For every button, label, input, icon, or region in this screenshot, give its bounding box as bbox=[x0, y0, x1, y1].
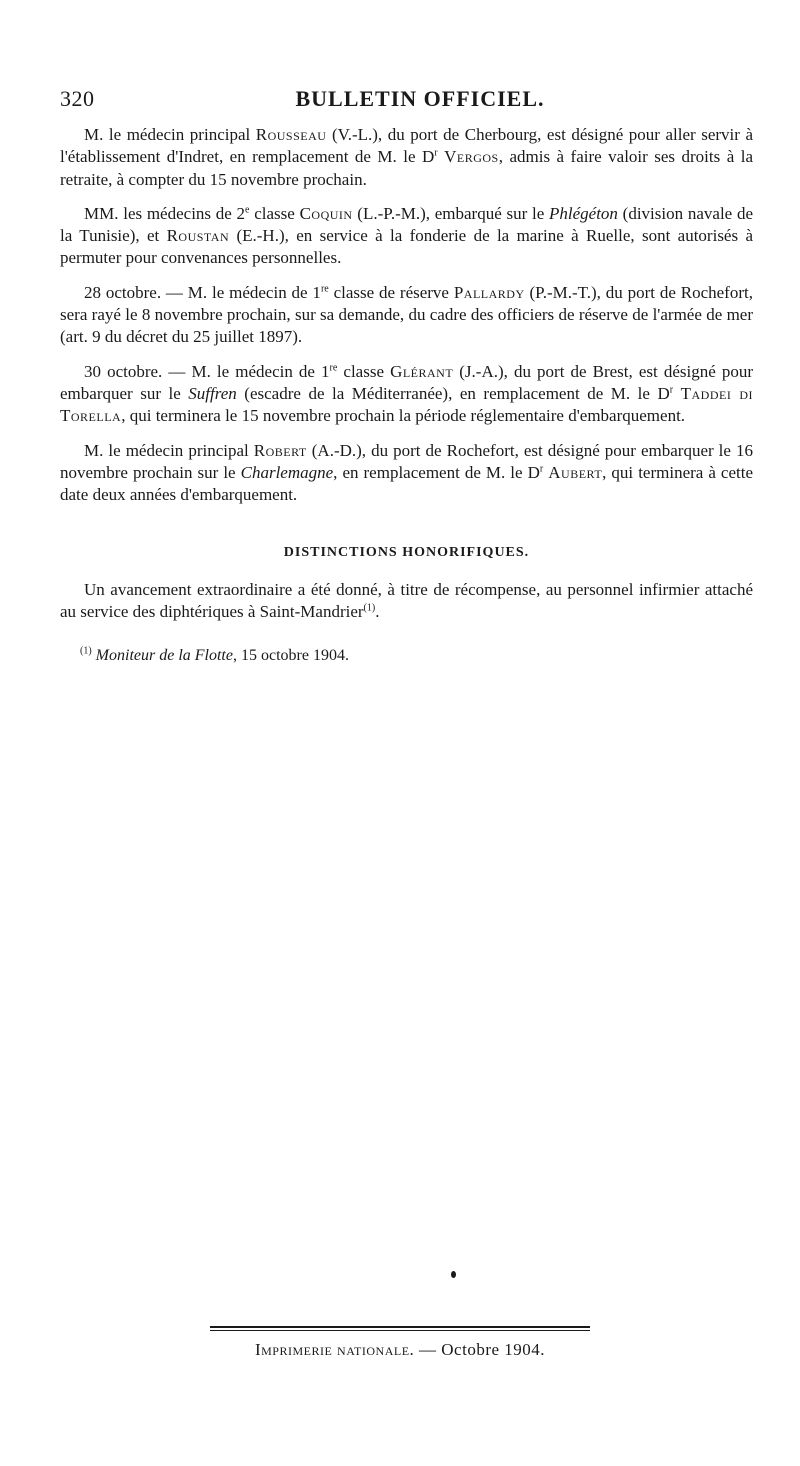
colophon-rule-thin bbox=[210, 1330, 590, 1331]
text-run: (division navale de la Tunisie), et bbox=[60, 203, 753, 246]
text-run: classe de réserve bbox=[328, 282, 454, 302]
person-name: Vergos bbox=[444, 147, 499, 167]
imprint bbox=[210, 1340, 590, 1360]
superscript: e bbox=[245, 204, 250, 216]
footnote-date: , 15 octobre 1904. bbox=[232, 647, 349, 665]
printer-name: Imprimerie nationale. bbox=[254, 1340, 415, 1359]
text-run bbox=[673, 384, 681, 403]
ship-name: Phlégéton bbox=[549, 203, 618, 223]
text-run: M. le médecin principal bbox=[84, 125, 256, 144]
person-name: Coquin bbox=[299, 203, 353, 223]
text-run: (P.-M.-T.), du port de Rochefort, sera rayé le 8 novembre prochain, sur sa demande, du cadre des officiers de réserve de l'armée de mer (art. 9 du décret du 25 juillet 1897). bbox=[60, 282, 753, 347]
paragraph-coquin-roustan bbox=[60, 203, 753, 270]
superscript: re bbox=[329, 362, 338, 374]
person-name: Pallardy bbox=[453, 282, 525, 302]
text-run: classe bbox=[337, 361, 391, 381]
ship-name: Charlemagne bbox=[240, 462, 334, 482]
footnote-marker: (1) bbox=[80, 646, 92, 658]
paragraph-glerant bbox=[60, 361, 753, 428]
colophon-rule bbox=[210, 1326, 590, 1328]
superscript: r bbox=[434, 147, 438, 159]
superscript: r bbox=[539, 463, 544, 475]
text-run: . bbox=[375, 602, 380, 622]
ship-name: Suffren bbox=[188, 383, 237, 403]
colophon bbox=[210, 1326, 590, 1360]
person-name: Taddei di Torella bbox=[60, 383, 754, 426]
paragraph-distinctions bbox=[60, 579, 753, 624]
text-run: , qui terminera le 15 novembre prochain la période réglementaire d'embarquement. bbox=[121, 406, 686, 426]
text-run: (escadre de la Méditerranée), en remplacement de M. le D bbox=[236, 383, 670, 403]
person-name: Aubert bbox=[548, 462, 603, 482]
page-header bbox=[60, 86, 750, 116]
person-name: Rousseau bbox=[255, 125, 327, 144]
text-run: (L.-P.-M.), embarqué sur le bbox=[352, 203, 550, 223]
text-run: classe bbox=[249, 203, 300, 223]
text-run: 28 octobre. — M. le médecin de 1 bbox=[84, 282, 321, 302]
body-text bbox=[60, 124, 753, 680]
paragraph-robert bbox=[60, 440, 753, 507]
paragraph-pallardy bbox=[60, 282, 753, 349]
text-run: (J.-A.), du port de Brest, est désigné pour embarquer sur le bbox=[60, 361, 753, 403]
text-run: , qui terminera à cette date deux années d'embarquement. bbox=[60, 462, 754, 505]
superscript: r bbox=[669, 384, 674, 396]
ink-dot bbox=[451, 1271, 456, 1278]
footnote-reference: (1) bbox=[363, 602, 376, 614]
text-run: , admis à faire valoir ses droits à la retraite, à compter du 15 novembre prochain. bbox=[60, 147, 753, 189]
paragraph-rousseau bbox=[60, 124, 753, 191]
imprint-date: — Octobre 1904. bbox=[414, 1340, 546, 1359]
footnote-source: Moniteur de la Flotte bbox=[95, 647, 233, 665]
section-heading: DISTINCTIONS HONORIFIQUES. bbox=[283, 545, 530, 561]
running-title: BULLETIN OFFICIEL. bbox=[295, 86, 545, 111]
text-run: 30 octobre. — M. le médecin de 1 bbox=[84, 361, 330, 381]
text-run: , en remplacement de M. le D bbox=[333, 462, 540, 482]
text-run: (V.-L.), du port de Cherbourg, est désigné pour aller servir à l'établissement d'Indret, en remplacement de M. le D bbox=[60, 125, 753, 167]
superscript: re bbox=[320, 283, 329, 295]
person-name: Robert bbox=[253, 440, 307, 460]
text-run: M. le médecin principal bbox=[84, 440, 254, 460]
page-number: 320 bbox=[60, 86, 95, 111]
footnote bbox=[60, 645, 753, 667]
text-run: (E.-H.), en service à la fonderie de la marine à Ruelle, sont autorisés à permuter pour convenances personnelles. bbox=[60, 226, 753, 268]
text-run: (A.-D.), du port de Rochefort, est désigné pour embarquer le 16 novembre prochain sur le bbox=[60, 440, 753, 482]
text-run: Un avancement extraordinaire a été donné, à titre de récompense, au personnel infirmier attaché au service des diphtériques à Saint-Mandrier bbox=[60, 579, 753, 622]
person-name: Glérant bbox=[390, 361, 454, 381]
person-name: Roustan bbox=[166, 226, 230, 246]
text-run: MM. les médecins de 2 bbox=[84, 203, 246, 223]
